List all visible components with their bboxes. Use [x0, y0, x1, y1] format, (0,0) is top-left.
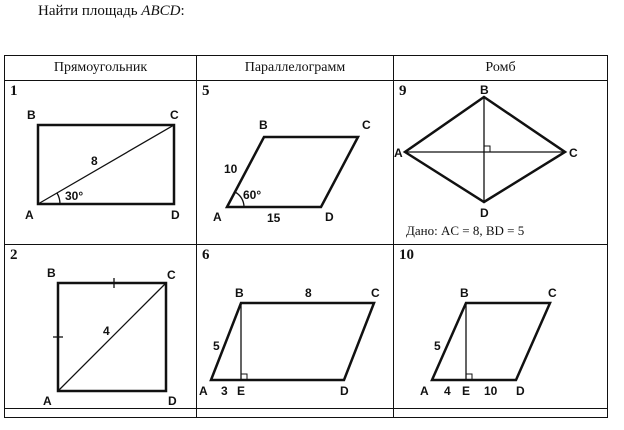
task-text: Найти площадь	[38, 3, 142, 19]
diagonal-length: 4	[103, 324, 110, 338]
problem-number: 10	[399, 247, 414, 263]
angle-arc	[57, 193, 60, 204]
cell-problem-10	[394, 245, 608, 409]
given-condition: Дано: AC = 8, BD = 5	[406, 223, 525, 238]
problem-number: 2	[10, 247, 18, 263]
foot-e: E	[462, 384, 471, 398]
parallelogram-height-figure	[197, 245, 393, 408]
vertex-a: A	[199, 384, 208, 398]
vertex-c: C	[170, 108, 179, 122]
foot-e: E	[237, 384, 246, 398]
vertex-d: D	[516, 384, 525, 398]
cell-problem-9	[394, 81, 608, 245]
vertex-c: C	[362, 118, 371, 132]
vertex-d: D	[480, 206, 489, 220]
top-length: 8	[305, 286, 312, 300]
segment-ae: 4	[444, 384, 451, 398]
vertex-b: B	[259, 118, 268, 132]
vertex-d: D	[171, 208, 180, 222]
parallelogram-shape	[432, 303, 550, 380]
vertex-c: C	[548, 286, 557, 300]
header-rhombus: Ромб	[394, 56, 608, 81]
vertex-d: D	[340, 384, 349, 398]
segment-ed: 10	[484, 384, 498, 398]
cell-cut-3	[394, 409, 608, 418]
task-title	[38, 3, 185, 20]
vertex-c: C	[167, 268, 176, 282]
problem-number: 9	[399, 83, 407, 99]
header-parallelogram: Параллелограмм	[197, 56, 394, 81]
vertex-b: B	[460, 286, 469, 300]
side-length: 5	[434, 339, 441, 353]
vertex-b: B	[27, 108, 36, 122]
problem-number: 5	[202, 83, 210, 99]
header-rectangle: Прямоугольник	[5, 56, 197, 81]
vertex-c: C	[371, 286, 380, 300]
figures-table	[4, 55, 608, 418]
vertex-a: A	[213, 210, 222, 224]
table-row-3-partial	[5, 409, 608, 418]
parallelogram-figure	[197, 81, 393, 244]
table-row-1	[5, 81, 608, 245]
vertex-c: C	[569, 146, 578, 160]
angle-value: 60°	[243, 188, 262, 202]
header-row	[5, 56, 608, 81]
cell-problem-2	[5, 245, 197, 409]
vertex-a: A	[43, 394, 52, 408]
diagonal-ac	[38, 125, 174, 204]
task-suffix: :	[180, 3, 185, 19]
right-angle-mark	[484, 146, 490, 152]
parallelogram-shape	[211, 303, 374, 380]
vertex-d: D	[325, 210, 334, 224]
cell-problem-1	[5, 81, 197, 245]
base-length: 15	[267, 211, 281, 225]
vertex-b: B	[235, 286, 244, 300]
cell-problem-5	[197, 81, 394, 245]
problem-number: 6	[202, 247, 210, 263]
angle-value: 30°	[65, 189, 84, 203]
vertex-a: A	[420, 384, 429, 398]
vertex-a: A	[25, 208, 34, 222]
cell-cut-1	[5, 409, 197, 418]
side-length: 10	[224, 162, 238, 176]
vertex-b: B	[47, 266, 56, 280]
vertex-a: A	[394, 146, 403, 160]
table-row-2	[5, 245, 608, 409]
vertex-d: D	[168, 394, 177, 408]
segment-ae: 3	[221, 384, 228, 398]
side-length: 5	[213, 339, 220, 353]
diagonal-length: 8	[91, 154, 98, 168]
rhombus-figure	[394, 81, 607, 244]
problem-number: 1	[10, 83, 18, 99]
vertex-b: B	[480, 83, 489, 97]
diagonal-ac	[58, 283, 166, 391]
rectangle-diagonal-figure	[5, 81, 196, 244]
cell-cut-2	[197, 409, 394, 418]
cell-problem-6	[197, 245, 394, 409]
square-figure	[5, 245, 196, 408]
task-figure: ABCD	[141, 3, 181, 19]
rhombus-shape	[405, 97, 565, 202]
parallelogram-height-figure	[394, 245, 607, 408]
